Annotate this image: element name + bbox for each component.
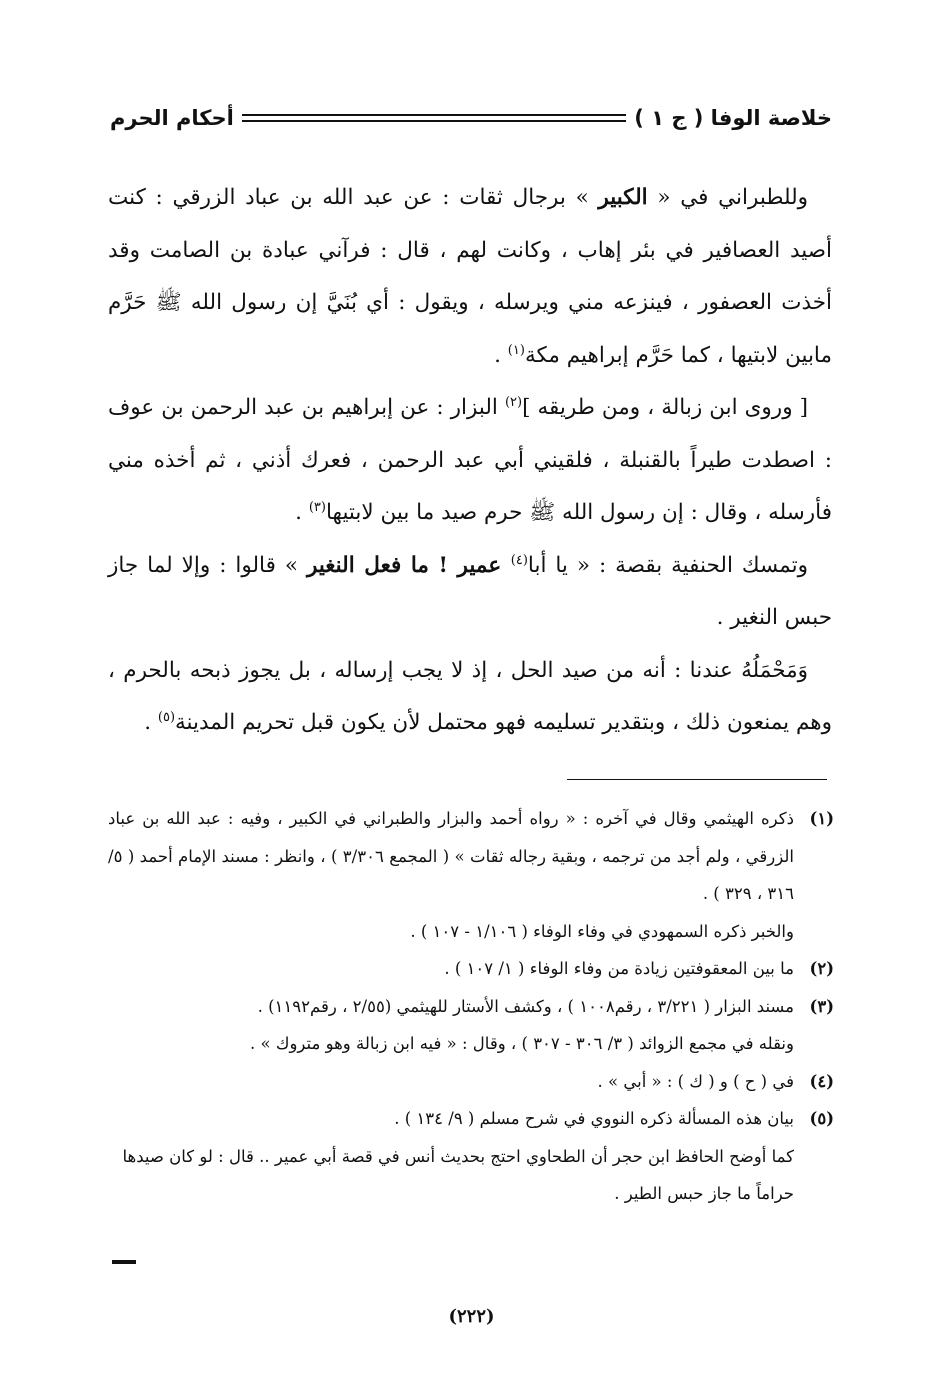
footnote-ref: (٥) <box>157 709 176 725</box>
paragraph-1: وللطبراني في « الكبير » برجال ثقات : عن عبد الله بن عباد الزرقي : كنت أصيد العصافير في بئر إهاب ، وكانت لهم ، قال : فرآني عبادة بن الصامت وقد أخذت العصفور ، فينزعه مني ويرسله ، ويقول : أي بُنَيَّ إن رسول الله ﷺ حَرَّم مابين لابتيها ، كما حَرَّم إبراهيم مكة$^{(١)}$ . <box>108 185 832 368</box>
paragraph-3: وتمسك الحنفية بقصة : « يا أبا$^{(٤)}$ عمير ! ما فعل النغير » قالوا : وإلا لما جاز حبس النغير . <box>108 552 832 630</box>
footnote-3-continuation: ونقله في مجمع الزوائد ( ٣/ ٣٠٦ - ٣٠٧ ) ، وقال : « فيه ابن زبالة وهو متروك » . <box>250 1034 794 1053</box>
footnotes <box>108 800 834 1213</box>
bold-quote: عمير ! ما فعل النغير <box>306 552 511 578</box>
footnote-ref: (٤) <box>510 552 528 568</box>
footnote-ref: (١) <box>507 342 525 358</box>
footnote-separator <box>567 779 827 780</box>
footnote-text: ما بين المعقوفتين زيادة من وفاء الوفاء ( ١/ ١٠٧ ) . <box>444 959 794 978</box>
footnote-text: ذكره الهيثمي وقال في آخره : « رواه أحمد والبزار والطبراني في الكبير ، وفيه : عبد الله بن عباد الزرقي ، ولم أجد من ترجمه ، وبقية رجاله ثقات » ( المجمع ٣/٣٠٦ ) ، وانظر : مسند الإمام أحمد ( ٥/ ٣١٦ ، ٣٢٩ ) . <box>108 809 794 903</box>
footnote-5-continuation: كما أوضح الحافظ ابن حجر أن الطحاوي احتج بحديث أنس في قصة أبي عمير .. قال : لو كان صيدها حراماً ما جاز حبس الطير . <box>122 1146 794 1203</box>
footnote-1-continuation: والخبر ذكره السمهودي في وفاء الوفاء ( ١/١٠٦ - ١٠٧ ) . <box>410 921 794 941</box>
footnote-5 <box>108 1100 834 1138</box>
bold-term: الكبير <box>598 185 648 210</box>
footnote-2 <box>108 950 834 988</box>
chapter-title: أحكام الحرم <box>110 106 234 130</box>
running-header <box>110 98 832 138</box>
footnote-number: (٣) <box>809 996 834 1016</box>
footnote-ref: (٣) <box>308 499 326 515</box>
footnote-4 <box>108 1063 834 1101</box>
paragraph-2: [ وروى ابن زبالة ، ومن طريقه ]$^{(٢)}$ البزار : عن إبراهيم بن عبد الرحمن بن عوف : اصطدت طيراً بالقنبلة ، فلقيني أبي عبد الرحمن ، فعرك أذني ، ثم أخذه مني فأرسله ، وقال : إن رسول الله ﷺ حرم صيد ما بين لابتيها$^{(٣)}$ . <box>108 394 832 525</box>
footnote-number: (٢) <box>809 959 834 978</box>
page-number: (٢٢٢) <box>448 1306 495 1327</box>
book-title: خلاصة الوفا ( ج ١ ) <box>634 106 832 130</box>
footnote-ref: (٢) <box>504 394 523 410</box>
footnote-text: مسند البزار ( ٣/٢٢١ ، رقم١٠٠٨ ) ، وكشف الأستار للهيثمي (٢/٥٥ ، رقم١١٩٢) . <box>257 996 794 1016</box>
footnote-number: (١) <box>809 809 834 828</box>
footnote-text: في ( ح ) و ( ك ) : « أبي » . <box>597 1071 794 1091</box>
footnote-text: بيان هذه المسألة ذكره النووي في شرح مسلم ( ٩/ ١٣٤ ) . <box>394 1109 794 1128</box>
header-rule <box>242 114 626 122</box>
footnote-number: (٥) <box>809 1109 834 1128</box>
footnote-3 <box>108 988 834 1026</box>
paragraph-4: وَمَحْمَلُهُ عندنا : أنه من صيد الحل ، إذ لا يجب إرساله ، بل يجوز ذبحه بالحرم ، وهم يمنعون ذلك ، وبتقدير تسليمه فهو محتمل لأن يكون قبل تحريم المدينة$^{(٥)}$ . <box>108 657 832 735</box>
main-text <box>108 172 832 750</box>
footnote-number: (٤) <box>809 1071 834 1091</box>
footnote-1 <box>108 800 834 913</box>
continuation-mark <box>112 1260 136 1264</box>
